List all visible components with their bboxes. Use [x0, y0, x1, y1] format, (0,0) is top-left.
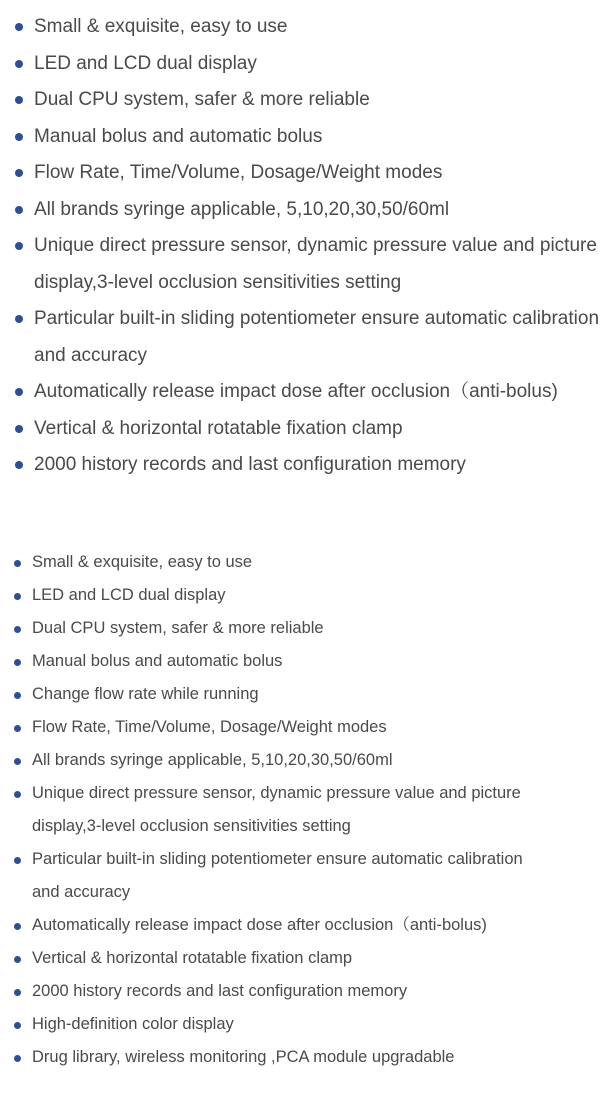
bullet-dot-icon — [15, 242, 23, 250]
feature-text-line: All brands syringe applicable, 5,10,20,30,50/60ml — [32, 751, 393, 769]
feature-list-item — [0, 579, 600, 612]
bullet-dot-icon — [15, 169, 23, 177]
bullet-dot-icon — [14, 989, 21, 996]
feature-list-item — [0, 193, 600, 230]
feature-list-secondary — [0, 546, 600, 1074]
feature-text-line: 2000 history records and last configuration memory — [32, 982, 408, 1000]
feature-text-line: Automatically release impact dose after occlusion（anti-bolus) — [32, 916, 487, 934]
feature-list-item — [0, 612, 600, 645]
bullet-dot-icon — [15, 60, 23, 68]
feature-list-item — [0, 678, 600, 711]
feature-list-item — [0, 156, 600, 193]
feature-text-line: Vertical & horizontal rotatable fixation clamp — [34, 417, 403, 439]
feature-text-line: display,3-level occlusion sensitivities setting — [32, 817, 351, 835]
feature-text-line: Small & exquisite, easy to use — [34, 16, 288, 37]
feature-list-primary — [0, 10, 600, 485]
feature-text-line: 2000 history records and last configuration memory — [34, 454, 466, 475]
feature-text-line: and accuracy — [34, 344, 148, 366]
feature-list-item — [0, 711, 600, 744]
bullet-dot-icon — [15, 388, 23, 396]
feature-text-line: Small & exquisite, easy to use — [32, 553, 253, 571]
feature-text-line: Particular built-in sliding potentiometer ensure automatic calibration — [34, 308, 600, 329]
feature-text-line: Change flow rate while running — [32, 685, 259, 703]
feature-text-line: Flow Rate, Time/Volume, Dosage/Weight modes — [32, 718, 387, 736]
feature-list-item — [0, 744, 600, 777]
bullet-dot-icon — [15, 315, 23, 323]
bullet-dot-icon — [14, 593, 21, 600]
feature-text-line: LED and LCD dual display — [32, 586, 226, 604]
feature-list-item — [0, 10, 600, 47]
feature-list-item — [0, 1008, 600, 1041]
bullet-dot-icon — [15, 461, 23, 469]
feature-text-line: display,3-level occlusion sensitivities setting — [34, 271, 402, 293]
bullet-dot-icon — [15, 206, 23, 214]
feature-text-line: LED and LCD dual display — [34, 52, 257, 74]
feature-list-item — [0, 412, 600, 449]
bullet-dot-icon — [15, 425, 23, 433]
bullet-dot-icon — [15, 23, 23, 31]
bullet-dot-icon — [14, 758, 21, 765]
feature-list-item — [0, 546, 600, 579]
feature-list-item — [0, 942, 600, 975]
bullet-dot-icon — [14, 956, 21, 963]
feature-list-item — [0, 975, 600, 1008]
feature-text-line: Flow Rate, Time/Volume, Dosage/Weight modes — [34, 162, 443, 183]
feature-list-item — [0, 83, 600, 120]
feature-list-item — [0, 120, 600, 157]
feature-list-item — [0, 47, 600, 84]
feature-text-line: Automatically release impact dose after occlusion（anti-bolus) — [34, 381, 558, 402]
feature-text-line: All brands syringe applicable, 5,10,20,30,50/60ml — [34, 198, 450, 220]
bullet-dot-icon — [14, 659, 21, 666]
bullet-dot-icon — [14, 692, 21, 699]
bullet-dot-icon — [14, 560, 21, 567]
bullet-dot-icon — [14, 923, 21, 930]
feature-text-line: Manual bolus and automatic bolus — [32, 652, 283, 670]
feature-text-line: Unique direct pressure sensor, dynamic pressure value and picture — [32, 784, 521, 802]
bullet-dot-icon — [14, 791, 21, 798]
feature-list-item — [0, 645, 600, 678]
feature-list-item — [0, 1041, 600, 1074]
feature-list-item — [0, 448, 600, 485]
bullet-dot-icon — [14, 1022, 21, 1029]
feature-text-line: Unique direct pressure sensor, dynamic pressure value and picture — [34, 235, 597, 256]
feature-text-line: High-definition color display — [32, 1015, 234, 1033]
bullet-dot-icon — [14, 857, 21, 864]
feature-text-line: Manual bolus and automatic bolus — [34, 125, 323, 147]
feature-list-item — [0, 375, 600, 412]
bullet-dot-icon — [14, 626, 21, 633]
bullet-dot-icon — [15, 133, 23, 141]
feature-text-line: Dual CPU system, safer & more reliable — [34, 89, 370, 110]
feature-text-line: Particular built-in sliding potentiometer ensure automatic calibration — [32, 850, 523, 868]
feature-list-item — [0, 843, 600, 909]
feature-list-item — [0, 909, 600, 942]
bullet-dot-icon — [14, 1055, 21, 1062]
feature-text-line: Drug library, wireless monitoring ,PCA module upgradable — [32, 1048, 455, 1066]
feature-list-item — [0, 302, 600, 375]
feature-text-line: Dual CPU system, safer & more reliable — [32, 619, 324, 637]
feature-list-item — [0, 777, 600, 843]
feature-list-item — [0, 229, 600, 302]
bullet-dot-icon — [15, 96, 23, 104]
feature-text-line: Vertical & horizontal rotatable fixation clamp — [32, 949, 353, 967]
feature-text-line: and accuracy — [32, 883, 131, 901]
bullet-dot-icon — [14, 725, 21, 732]
